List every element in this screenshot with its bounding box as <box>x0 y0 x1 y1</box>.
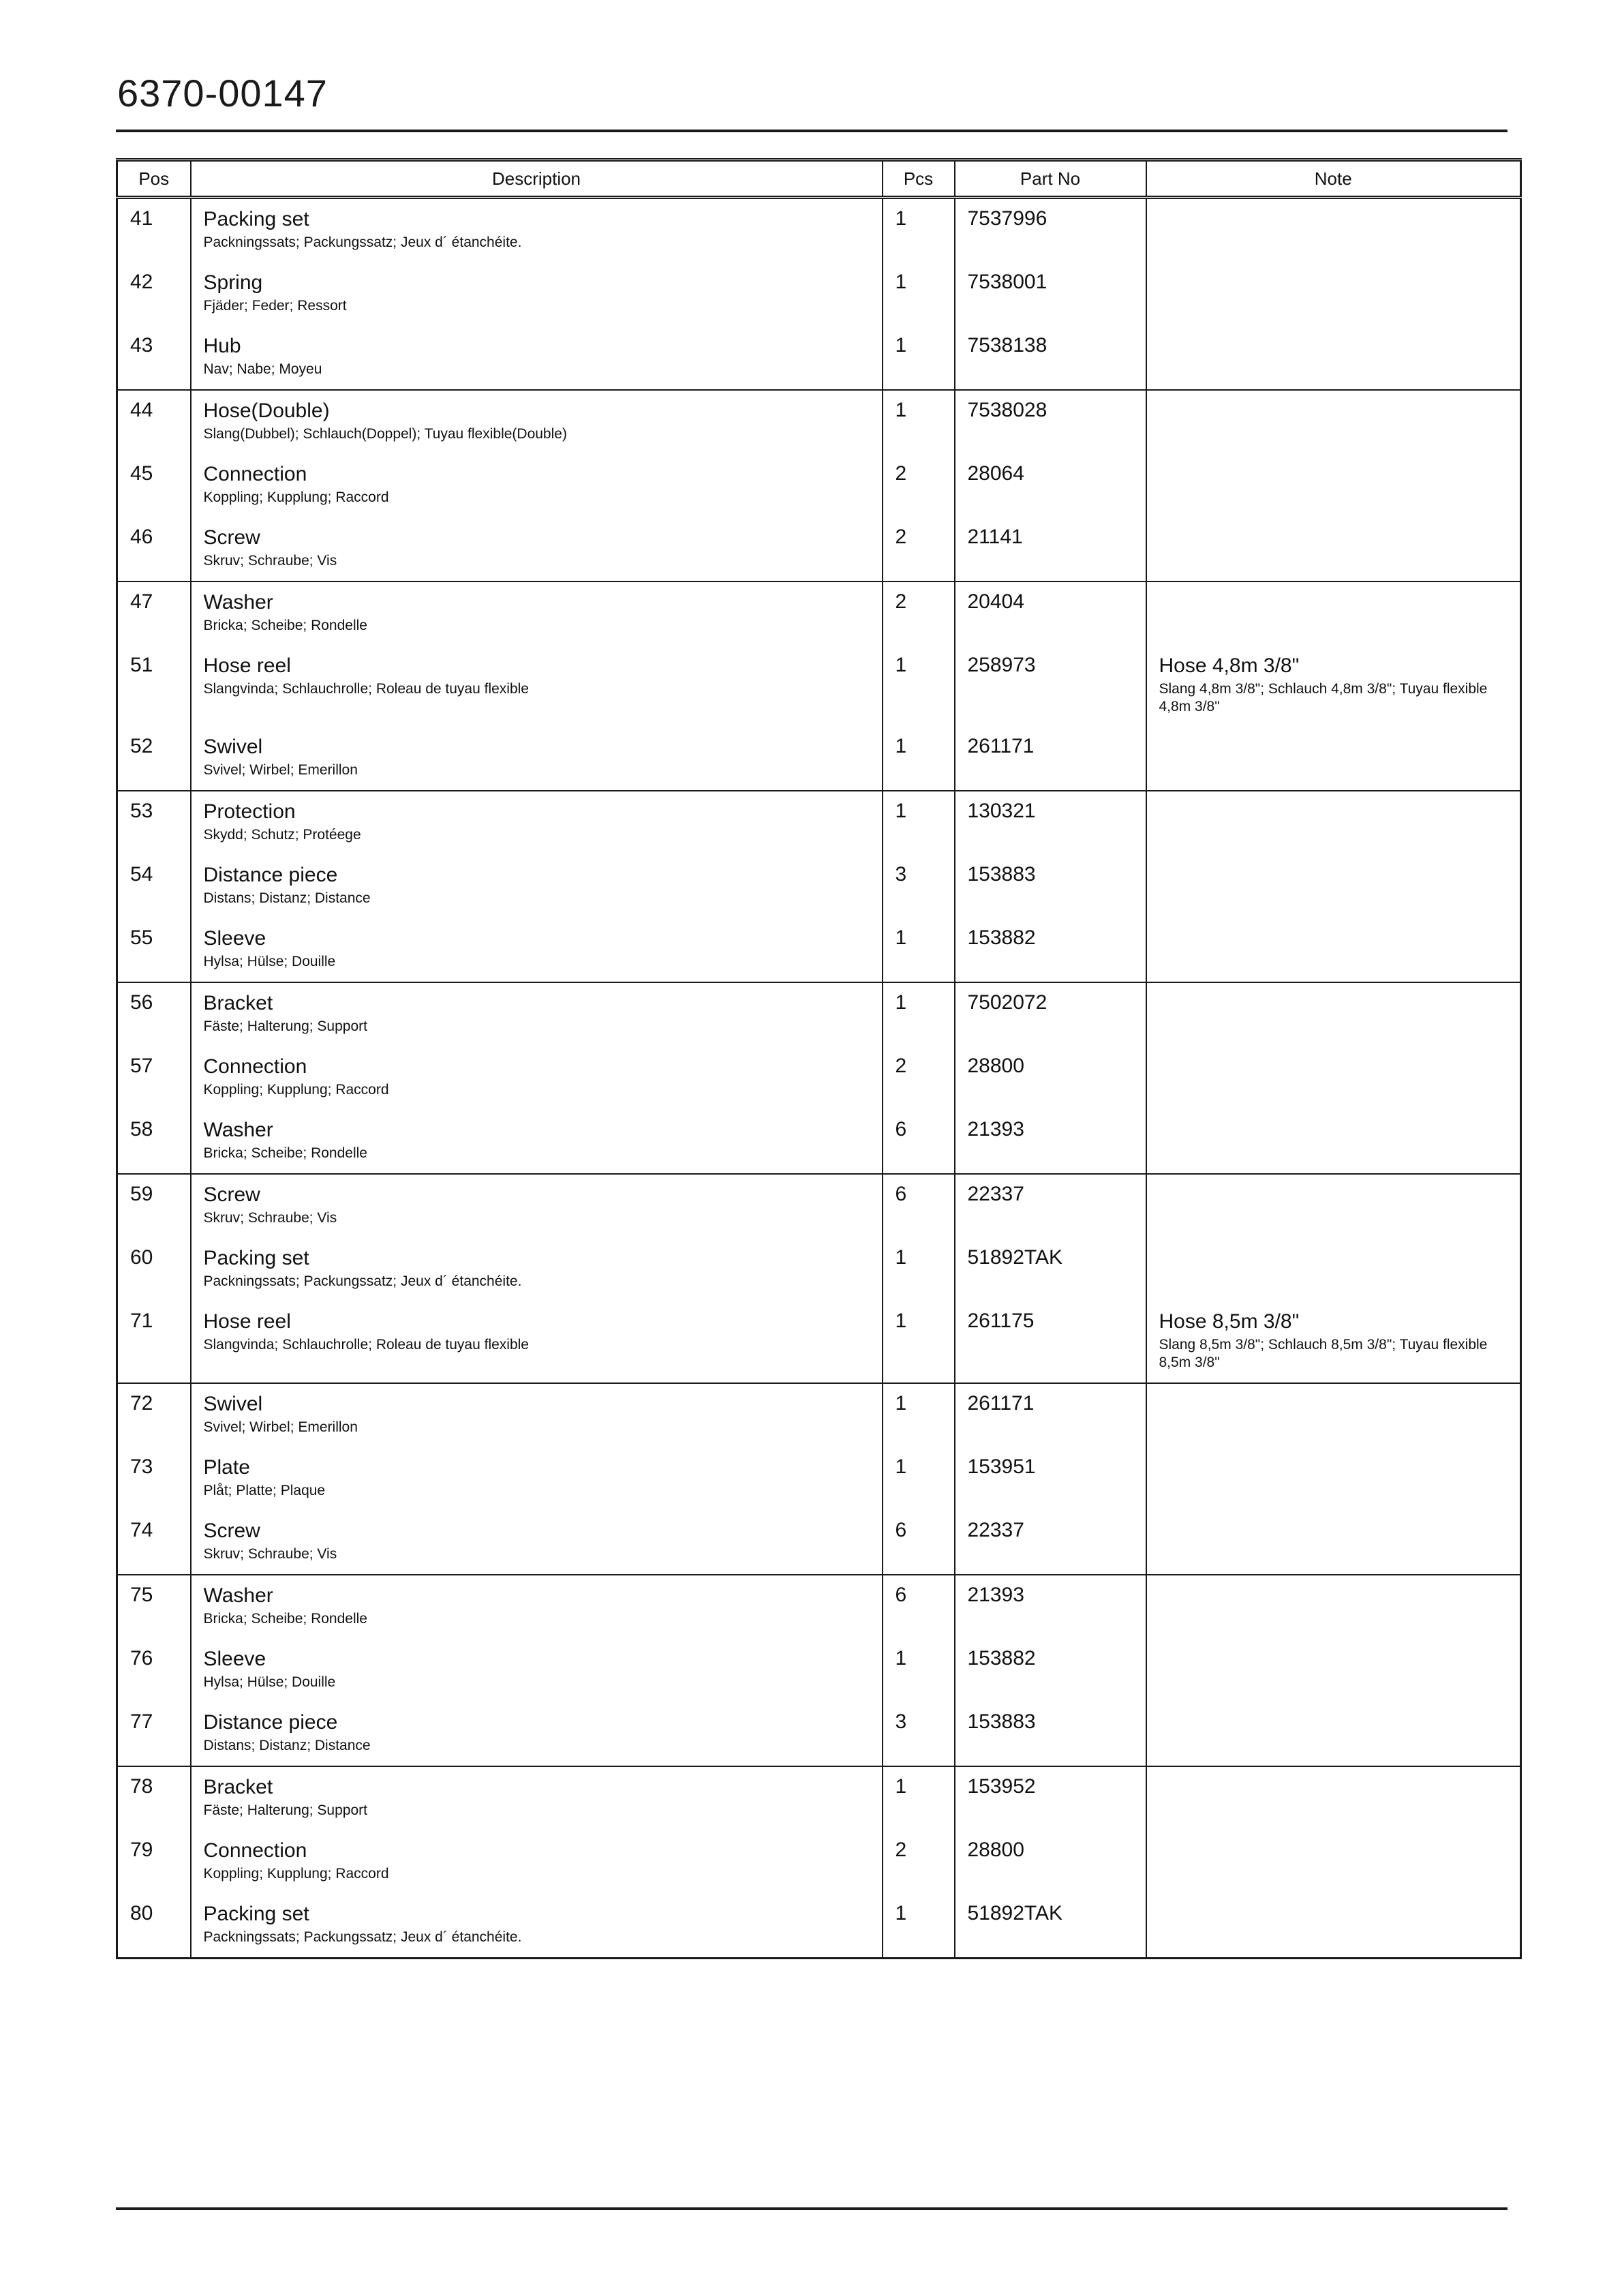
partno-cell: 153952 <box>955 1766 1146 1830</box>
table-row <box>117 918 1521 982</box>
table-row <box>117 1238 1521 1301</box>
partno-cell: 153882 <box>955 1639 1146 1702</box>
note-cell <box>1146 1447 1521 1511</box>
cell-sub-text: Fäste; Halterung; Support <box>203 1018 367 1034</box>
cell-main-text: Screw <box>203 1520 260 1542</box>
cell-main-text: Plate <box>203 1456 250 1479</box>
cell-main-text: Washer <box>203 1584 273 1607</box>
partno-cell: 7502072 <box>955 982 1146 1046</box>
pcs-cell: 1 <box>883 262 955 326</box>
pcs-cell: 2 <box>883 454 955 517</box>
description-cell <box>191 1110 883 1174</box>
partno-cell: 7538028 <box>955 390 1146 454</box>
cell-sub-text: Koppling; Kupplung; Raccord <box>203 489 389 505</box>
table-row <box>117 982 1521 1046</box>
note-cell <box>1146 1046 1521 1110</box>
cell-sub-text: Skruv; Schraube; Vis <box>203 1546 337 1562</box>
table-row <box>117 1702 1521 1766</box>
partno-cell: 7537996 <box>955 198 1146 263</box>
description-cell <box>191 791 883 855</box>
table-row <box>117 390 1521 454</box>
pos-cell: 72 <box>117 1383 191 1447</box>
pcs-cell: 6 <box>883 1511 955 1575</box>
description-cell <box>191 1301 883 1383</box>
description-cell <box>191 918 883 982</box>
pos-cell: 42 <box>130 271 153 293</box>
pos-cell: 54 <box>130 863 153 886</box>
partno-cell: 261171 <box>955 727 1146 791</box>
note-cell <box>1146 727 1521 791</box>
cell-main-text: Packing set <box>203 1903 309 1925</box>
description-cell <box>191 1511 883 1575</box>
pos-cell: 43 <box>130 334 153 357</box>
note-cell <box>1146 581 1521 646</box>
description-cell <box>191 517 883 581</box>
pcs-cell: 1 <box>883 1639 955 1702</box>
table-row <box>117 581 1521 646</box>
description-cell <box>191 262 883 326</box>
note-cell <box>1146 1110 1521 1174</box>
pos-cell: 76 <box>130 1647 153 1670</box>
pcs-cell: 6 <box>883 1575 955 1639</box>
pos-cell: 79 <box>130 1839 153 1861</box>
cell-main-text: Screw <box>203 1183 260 1206</box>
table-row <box>117 1830 1521 1894</box>
pcs-cell: 1 <box>883 727 955 791</box>
pcs-cell: 1 <box>883 326 955 390</box>
pos-cell: 71 <box>130 1310 153 1332</box>
cell-sub-text: Svivel; Wirbel; Emerillon <box>203 762 358 778</box>
col-header-pos: Pos <box>117 160 191 198</box>
cell-sub-text: Skruv; Schraube; Vis <box>203 1210 337 1226</box>
partno-cell: 7538138 <box>955 326 1146 390</box>
pcs-cell: 1 <box>883 390 955 454</box>
cell-sub-text: Bricka; Scheibe; Rondelle <box>203 1145 367 1161</box>
description-cell <box>191 1639 883 1702</box>
partno-cell: 28064 <box>955 454 1146 517</box>
note-cell <box>1146 791 1521 855</box>
cell-sub-text: Bricka; Scheibe; Rondelle <box>203 1611 367 1627</box>
col-header-description: Description <box>191 160 883 198</box>
pos-cell: 56 <box>117 982 191 1046</box>
table-header-row <box>117 160 1521 198</box>
partno-cell: 20404 <box>955 581 1146 646</box>
pcs-cell: 1 <box>883 1238 955 1301</box>
partno-cell: 153882 <box>955 918 1146 982</box>
cell-sub-text: Svivel; Wirbel; Emerillon <box>203 1419 358 1435</box>
pos-cell: 58 <box>130 1118 153 1141</box>
note-cell <box>1146 517 1521 581</box>
cell-main-text: Hose(Double) <box>203 399 330 422</box>
description-cell <box>191 1702 883 1766</box>
cell-main-text: Connection <box>203 1055 307 1078</box>
cell-main-text: Connection <box>203 463 307 485</box>
note-cell <box>1146 855 1521 918</box>
cell-sub-text: Slang 4,8m 3/8"; Schlauch 4,8m 3/8"; Tuyau flexible 4,8m 3/8" <box>1159 681 1488 714</box>
cell-sub-text: Packningssats; Packungssatz; Jeux d´ étanchéite. <box>203 235 522 250</box>
description-cell <box>191 454 883 517</box>
pos-cell: 51 <box>130 654 153 676</box>
pcs-cell: 6 <box>883 1110 955 1174</box>
cell-sub-text: Skydd; Schutz; Protéege <box>203 827 361 843</box>
note-cell <box>1146 1174 1521 1238</box>
cell-sub-text: Koppling; Kupplung; Raccord <box>203 1082 389 1098</box>
cell-main-text: Hose reel <box>203 654 291 677</box>
partno-cell: 7538001 <box>955 262 1146 326</box>
table-row <box>117 791 1521 855</box>
cell-main-text: Hose reel <box>203 1310 291 1333</box>
cell-sub-text: Slang 8,5m 3/8"; Schlauch 8,5m 3/8"; Tuyau flexible 8,5m 3/8" <box>1159 1337 1488 1370</box>
note-cell <box>1146 1830 1521 1894</box>
table-row <box>117 326 1521 390</box>
note-cell <box>1146 262 1521 326</box>
cell-main-text: Distance piece <box>203 1711 338 1734</box>
description-cell <box>191 982 883 1046</box>
pcs-cell: 1 <box>883 918 955 982</box>
cell-main-text: Washer <box>203 591 273 614</box>
cell-sub-text: Skruv; Schraube; Vis <box>203 553 337 569</box>
table-row <box>117 1511 1521 1575</box>
partno-cell: 21393 <box>955 1575 1146 1639</box>
table-row <box>117 1301 1521 1383</box>
cell-main-text: Sleeve <box>203 927 266 950</box>
col-header-pcs: Pcs <box>883 160 955 198</box>
pcs-cell: 3 <box>883 855 955 918</box>
note-cell <box>1146 1575 1521 1639</box>
description-cell <box>191 1383 883 1447</box>
description-cell <box>191 326 883 390</box>
cell-main-text: Washer <box>203 1119 273 1141</box>
pcs-cell: 2 <box>883 1046 955 1110</box>
cell-sub-text: Hylsa; Hülse; Douille <box>203 954 336 969</box>
partno-cell: 51892TAK <box>955 1894 1146 1959</box>
table-row <box>117 1766 1521 1830</box>
table-row <box>117 1447 1521 1511</box>
note-cell <box>1146 982 1521 1046</box>
cell-main-text: Protection <box>203 800 296 823</box>
note-cell <box>1146 454 1521 517</box>
cell-main-text: Swivel <box>203 1393 263 1415</box>
note-cell <box>1146 1383 1521 1447</box>
partno-cell: 28800 <box>955 1830 1146 1894</box>
cell-main-text: Screw <box>203 526 260 549</box>
pos-cell: 47 <box>117 581 191 646</box>
cell-main-text: Packing set <box>203 1247 309 1269</box>
cell-sub-text: Hylsa; Hülse; Douille <box>203 1674 336 1690</box>
note-cell <box>1146 326 1521 390</box>
pcs-cell: 1 <box>883 1301 955 1383</box>
partno-cell: 261171 <box>955 1383 1146 1447</box>
pcs-cell: 2 <box>883 1830 955 1894</box>
cell-sub-text: Distans; Distanz; Distance <box>203 1738 371 1753</box>
pos-cell: 57 <box>130 1055 153 1077</box>
pos-cell: 73 <box>130 1455 153 1478</box>
parts-table <box>116 158 1522 1959</box>
cell-main-text: Swivel <box>203 736 263 758</box>
cell-main-text: Sleeve <box>203 1648 266 1670</box>
table-row <box>117 517 1521 581</box>
note-cell <box>1146 1702 1521 1766</box>
cell-sub-text: Fjäder; Feder; Ressort <box>203 298 347 314</box>
pcs-cell: 3 <box>883 1702 955 1766</box>
partno-cell: 130321 <box>955 791 1146 855</box>
description-cell <box>191 1046 883 1110</box>
partno-cell: 261175 <box>955 1301 1146 1383</box>
table-row <box>117 1639 1521 1702</box>
table-row <box>117 262 1521 326</box>
note-cell <box>1146 1238 1521 1301</box>
partno-cell: 153883 <box>955 1702 1146 1766</box>
cell-sub-text: Packningssats; Packungssatz; Jeux d´ étanchéite. <box>203 1929 522 1945</box>
table-row <box>117 1174 1521 1238</box>
cell-sub-text: Fäste; Halterung; Support <box>203 1802 367 1818</box>
col-header-note: Note <box>1146 160 1521 198</box>
cell-main-text: Bracket <box>203 992 273 1014</box>
note-cell <box>1146 1301 1521 1383</box>
description-cell <box>191 1238 883 1301</box>
pos-cell: 80 <box>130 1902 153 1924</box>
pcs-cell: 1 <box>883 1894 955 1959</box>
table-row <box>117 727 1521 791</box>
cell-sub-text: Nav; Nabe; Moyeu <box>203 361 322 377</box>
pos-cell: 52 <box>130 735 153 757</box>
cell-sub-text: Slangvinda; Schlauchrolle; Roleau de tuyau flexible <box>203 1337 529 1353</box>
cell-sub-text: Packningssats; Packungssatz; Jeux d´ étanchéite. <box>203 1273 522 1289</box>
pcs-cell: 1 <box>883 1447 955 1511</box>
description-cell <box>191 1575 883 1639</box>
note-cell <box>1146 390 1521 454</box>
pos-cell: 53 <box>117 791 191 855</box>
pos-cell: 78 <box>117 1766 191 1830</box>
pcs-cell: 1 <box>883 646 955 727</box>
col-header-part-no: Part No <box>955 160 1146 198</box>
cell-main-text: Hub <box>203 335 241 357</box>
pos-cell: 55 <box>130 926 153 949</box>
partno-cell: 258973 <box>955 646 1146 727</box>
partno-cell: 22337 <box>955 1174 1146 1238</box>
pos-cell: 44 <box>117 390 191 454</box>
description-cell <box>191 198 883 263</box>
partno-cell: 153883 <box>955 855 1146 918</box>
table-row <box>117 855 1521 918</box>
table-row <box>117 646 1521 727</box>
cell-main-text: Hose 4,8m 3/8" <box>1159 654 1300 677</box>
pos-cell: 46 <box>130 526 153 548</box>
pcs-cell: 1 <box>883 791 955 855</box>
title-rule <box>116 130 1508 132</box>
note-cell <box>1146 1766 1521 1830</box>
pcs-cell: 1 <box>883 982 955 1046</box>
partno-cell: 153951 <box>955 1447 1146 1511</box>
footer-rule <box>116 2207 1508 2210</box>
table-row <box>117 1894 1521 1959</box>
table-row <box>117 1383 1521 1447</box>
cell-main-text: Packing set <box>203 208 309 230</box>
cell-main-text: Bracket <box>203 1776 273 1798</box>
cell-main-text: Spring <box>203 271 263 294</box>
note-cell <box>1146 198 1521 263</box>
description-cell <box>191 1174 883 1238</box>
pcs-cell: 1 <box>883 1766 955 1830</box>
description-cell <box>191 1830 883 1894</box>
pos-cell: 77 <box>130 1710 153 1733</box>
table-row <box>117 1110 1521 1174</box>
description-cell <box>191 1766 883 1830</box>
description-cell <box>191 1447 883 1511</box>
pos-cell: 60 <box>130 1246 153 1269</box>
pos-cell: 59 <box>117 1174 191 1238</box>
note-cell <box>1146 1639 1521 1702</box>
note-cell <box>1146 918 1521 982</box>
cell-main-text: Distance piece <box>203 864 338 886</box>
pcs-cell: 2 <box>883 581 955 646</box>
table-row <box>117 454 1521 517</box>
partno-cell: 51892TAK <box>955 1238 1146 1301</box>
partno-cell: 22337 <box>955 1511 1146 1575</box>
pos-cell: 74 <box>130 1519 153 1541</box>
description-cell <box>191 390 883 454</box>
table-row <box>117 198 1521 263</box>
note-cell <box>1146 1511 1521 1575</box>
note-cell <box>1146 646 1521 727</box>
description-cell <box>191 727 883 791</box>
partno-cell: 21141 <box>955 517 1146 581</box>
note-cell <box>1146 1894 1521 1959</box>
description-cell <box>191 855 883 918</box>
table-row <box>117 1575 1521 1639</box>
partno-cell: 21393 <box>955 1110 1146 1174</box>
description-cell <box>191 581 883 646</box>
page-title: 6370-00147 <box>117 72 328 115</box>
pos-cell: 75 <box>117 1575 191 1639</box>
cell-sub-text: Slang(Dubbel); Schlauch(Doppel); Tuyau flexible(Double) <box>203 426 567 442</box>
cell-sub-text: Plåt; Platte; Plaque <box>203 1483 326 1498</box>
table-row <box>117 1046 1521 1110</box>
pcs-cell: 1 <box>883 198 955 263</box>
pcs-cell: 6 <box>883 1174 955 1238</box>
cell-main-text: Hose 8,5m 3/8" <box>1159 1310 1300 1333</box>
partno-cell: 28800 <box>955 1046 1146 1110</box>
pcs-cell: 2 <box>883 517 955 581</box>
cell-sub-text: Distans; Distanz; Distance <box>203 890 371 906</box>
pos-cell: 41 <box>130 207 153 230</box>
cell-sub-text: Bricka; Scheibe; Rondelle <box>203 618 367 633</box>
cell-main-text: Connection <box>203 1839 307 1862</box>
cell-sub-text: Koppling; Kupplung; Raccord <box>203 1866 389 1882</box>
description-cell <box>191 646 883 727</box>
description-cell <box>191 1894 883 1959</box>
cell-sub-text: Slangvinda; Schlauchrolle; Roleau de tuyau flexible <box>203 681 529 697</box>
pos-cell: 45 <box>130 462 153 485</box>
pcs-cell: 1 <box>883 1383 955 1447</box>
